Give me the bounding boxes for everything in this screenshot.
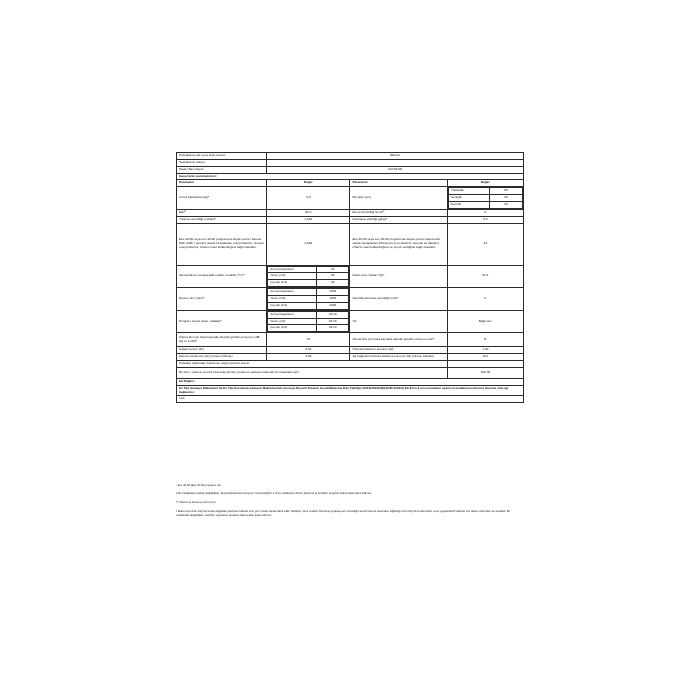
wash-efficiency-label: Yıkama verimliliği endeksiᵃ: [177, 216, 267, 223]
model-value: CM 60100: [267, 166, 524, 173]
table-row-program-duration: [177, 310, 524, 333]
temp-rated-value: 44: [316, 266, 349, 273]
table-row-depth: [448, 202, 522, 209]
supplier-address-value: [267, 159, 524, 166]
noise-class-label: Sıkma fazı için hava kaynaklı akustik gürültü emisyon sınıfıᵃ: [350, 333, 447, 347]
table-row-duration-rated: [268, 311, 349, 318]
model-label: Model Tanımlayıcı: [177, 166, 267, 173]
table-row-link: [177, 396, 524, 403]
duration-rated-value: 03:10: [316, 311, 349, 318]
noise-class-value: B: [447, 333, 523, 347]
table-row-spin-half: [268, 296, 349, 303]
spin-half-label: Yarım (1/2): [268, 296, 317, 303]
height-value: 85: [490, 188, 523, 195]
col-header-value: Değer: [267, 180, 350, 187]
warranty-label: Tedarikçi tarafından belirlenen asgari garanti süresi:: [177, 361, 448, 368]
table-row-noise: [177, 333, 524, 347]
footnote-1-line-1: ᵃ Eco 40-60 (Eko 40-60) programı için.: [176, 484, 222, 487]
standby-value: 1,00: [447, 347, 523, 354]
spin-class-value: C: [447, 288, 523, 311]
spec-table: [176, 152, 524, 403]
program-duration-label: Program süresi (saat : dakika)ᵃ: [177, 310, 267, 333]
footnote-3-line-1: ᵈ Etiket veya ürün bilgi formunda değişiklik yapılması halinde ürün yeni model olarak kabul edilir. Tedarikçi, artık modelin birimlerini piyasaya arz etmediğini kendi internet sitesinden sağladığı ürün bilgi formunda belirtir veya uygulanabilir hallerde veri tabanı üzerinden de sunabilir. Bu maddedeki değişiklikler, belirtilen uygulanan amaçları bakımından kabul edilmez.: [176, 510, 511, 518]
table-row-spin-speed: [177, 288, 524, 311]
start-delay-label: Zaman ertelemesi (W) (olması halinde): [177, 354, 267, 361]
website-link[interactable]: Link: [177, 396, 524, 403]
temp-half-label: Yarım (1/2): [268, 273, 317, 280]
width-value: 60: [490, 195, 523, 202]
supplier-name-label: Tedarikçinin adı veya ticari ünvanı: [177, 153, 267, 160]
spin-class-label: Santrifüj-kurutma verimliliği sınıfıᵃ: [350, 288, 447, 311]
type-value: Bağımsız: [447, 310, 523, 333]
depth-label: Derinlik: [448, 202, 490, 209]
duration-half-value: 02:16: [316, 318, 349, 325]
dimensions-label: Boyutlar (cm): [350, 187, 447, 210]
program-duration-subtable-cell: [267, 310, 350, 333]
spin-speed-label: Dönme hızı (rpm)ᵃ: [177, 288, 267, 311]
dimensions-subtable: [448, 187, 523, 209]
table-row-temp-quarter: [268, 280, 349, 287]
footnote-1-line-2: b Bu maddedeki yapılan değişiklikler, Enerji Etiketlemesi Çerçeve Yönetmeliğinin 4 üncü maddesinin birinci fıkrasına (j) bendinin amaçları bakımından kabul edilmez.: [176, 492, 372, 496]
spin-rated-value: 1000: [316, 289, 349, 296]
temp-half-value: 26: [316, 273, 349, 280]
rinse-efficiency-value: 5,0: [447, 216, 523, 223]
table-row-width: [448, 195, 522, 202]
rated-capacity-value: 6,0: [267, 187, 350, 210]
rinse-efficiency-label: Durulama etkinliği (g/kg)ᵃ: [350, 216, 447, 223]
water-consumption-label: Eko 40-60 veya eco 40-60 programına dayalı çevrim başına litre olarak hesaplanan (litre/çevrim) su tüketimi. Gerçek su tüketimi, cihazın nasıl kullanıldığına ve suyun sertliğine bağlı olacaktır.: [350, 223, 447, 265]
temp-quarter-value: 26: [316, 280, 349, 287]
energy-class-value: D: [447, 209, 523, 216]
col-header-parameter-2: Parametre: [350, 180, 447, 187]
depth-value: 60: [490, 202, 523, 209]
footnote-2-line-1: ᵂ Yıkama ve kurutma çevrimi için.: [176, 501, 217, 505]
table-row-model: [177, 166, 524, 173]
table-row-spin-rated: [268, 289, 349, 296]
supplier-address-label: Tedarikçinin adresi: [177, 159, 267, 166]
table-row-start-delay: [177, 354, 524, 361]
start-delay-value: 4,00: [267, 354, 350, 361]
table-row-capacity-dimensions: [177, 187, 524, 210]
footnote-group-2: [176, 501, 516, 505]
temperature-subtable: [267, 266, 349, 288]
width-label: Genişlik: [448, 195, 490, 202]
table-row-regulation: [177, 385, 524, 396]
energy-consumption-value: 0,648: [267, 223, 350, 265]
noise-emission-value: 76: [267, 333, 350, 347]
remaining-moisture-value: 62,4: [447, 265, 523, 288]
table-row-silver-ion: [177, 367, 524, 378]
remaining-moisture-label: Kalan nem miktarı (%)ᵃ: [350, 265, 447, 288]
standby-label: Hazırda bekleme konumu (W): [350, 347, 447, 354]
col-header-value-2: Değer: [447, 180, 523, 187]
warranty-value: [447, 361, 523, 368]
additional-info-label: Ek Bilgiler:: [177, 378, 524, 385]
table-row-warranty: [177, 361, 524, 368]
table-row-temperature: [177, 265, 524, 288]
temp-quarter-label: Çeyrek (1/4): [268, 280, 317, 287]
table-row-duration-quarter: [268, 325, 349, 332]
eei-label: EEIᵂ: [177, 209, 267, 216]
silver-ion-label: Bu ürün, yıkama çevrimi sırasında gümüş iyonlarını serbest bırakmak için tasarlanmıştır:: [177, 367, 448, 378]
duration-quarter-label: Çeyrek (1/4): [268, 325, 317, 332]
table-row-off-mode: [177, 347, 524, 354]
col-header-parameter: Parametre: [177, 180, 267, 187]
supplier-name-value: REGAL: [267, 153, 524, 160]
table-row-additional-info-header: [177, 378, 524, 385]
duration-rated-label: Anma Kapasitesi: [268, 311, 317, 318]
footnote-group-3: [176, 510, 516, 518]
duration-half-label: Yarım (1/2): [268, 318, 317, 325]
silver-ion-value: HAYIR: [447, 367, 523, 378]
networked-standby-label: Ağ bağlantılı hazırda bekleme konumu (W) (olması halinde): [350, 354, 447, 361]
table-row-duration-half: [268, 318, 349, 325]
footnote-group-1: [176, 484, 516, 496]
table-row-temp-half: [268, 273, 349, 280]
energy-class-label: Enerji Verimliliği Sınıfıᵂ: [350, 209, 447, 216]
table-row-eei: [177, 209, 524, 216]
spin-quarter-value: 1000: [316, 302, 349, 309]
energy-consumption-label: Eko 40-60 veya eco 40-60 programına dayalı çevrim başına kWh (kWh / çevrim) olarak hesaplanan enerji tüketimi. Gerçek enerji tüketimi, cihazın nasıl kullanıldığına bağlı olacaktır.: [177, 223, 267, 265]
table-row-supplier-address: [177, 159, 524, 166]
type-label: Tip: [350, 310, 447, 333]
table-row-supplier-name: [177, 153, 524, 160]
temp-rated-label: Anma Kapasitesi: [268, 266, 317, 273]
table-row-general-header: [177, 173, 524, 180]
spin-quarter-label: Çeyrek (1/4): [268, 302, 317, 309]
noise-emission-label: Sıkma fazı için hava kaynaklı akustik gürültü emisyonu (dB (A) re 1 pW)ᵃ: [177, 333, 267, 347]
water-consumption-value: 43: [447, 223, 523, 265]
table-row-temp-rated: [268, 266, 349, 273]
program-duration-subtable: [267, 311, 349, 333]
height-label: Yükseklik: [448, 188, 490, 195]
spin-speed-subtable-cell: [267, 288, 350, 311]
dimensions-subtable-cell: [447, 187, 523, 210]
temperature-subtable-cell: [267, 265, 350, 288]
wash-efficiency-value: 1,040: [267, 216, 350, 223]
off-mode-value: 0,50: [267, 347, 350, 354]
networked-standby-value: N/A: [447, 354, 523, 361]
off-mode-label: Kapalı konum (W): [177, 347, 267, 354]
spin-half-value: 1000: [316, 296, 349, 303]
footnotes: [176, 484, 516, 523]
table-row-height: [448, 188, 522, 195]
eei-value: 80,0: [267, 209, 350, 216]
temperature-label: Tamamlanan çamaşırdaki erişilen sıcaklık (°C )ᵃ: [177, 265, 267, 288]
general-parameters-header: Genel ürün parametreleri:: [177, 173, 524, 180]
regulation-text: Ev Tipi Çamaşır Makineleri İle Ev Tipi Kurutmalı Çamaşır Makinelerinin Çevreye Duyarlı Tasarım Gerekliliklerine Dair Tebliğin (2019/2023/AB)(SGM-2021/2) Ek-II'nin 9 uncu maddesi uyarınca imalatçının internet sitesine olan ağ bağlantısı:: [177, 385, 524, 396]
rated-capacity-label: Anma kapasitesi (kg)ᵃ: [177, 187, 267, 210]
spin-rated-label: Anma Kapasitesi: [268, 289, 317, 296]
table-row-spin-quarter: [268, 302, 349, 309]
table-row-column-headers: [177, 180, 524, 187]
product-information-sheet: [176, 152, 524, 403]
duration-quarter-value: 02:10: [316, 325, 349, 332]
table-row-wash-efficiency: [177, 216, 524, 223]
table-row-consumption: [177, 223, 524, 265]
spin-speed-subtable: [267, 288, 349, 310]
